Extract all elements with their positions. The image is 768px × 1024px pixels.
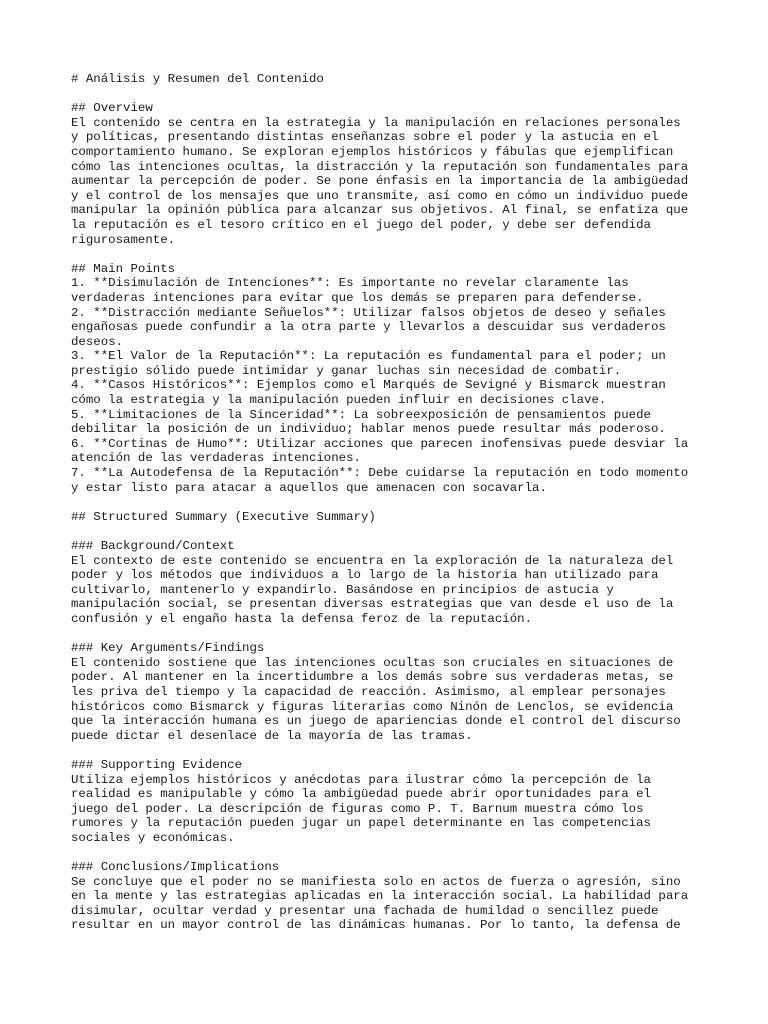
text-line: debilitar la posición de un individuo; hablar menos puede resultar más poderoso. bbox=[71, 422, 666, 437]
text-line: confusión y el engaño hasta la defensa feroz de la reputación. bbox=[71, 611, 533, 626]
overview-heading: ## Overview bbox=[71, 101, 153, 116]
text-line: y políticas, presentando distintas enseñanzas sobre el poder y la astucia en el bbox=[71, 130, 659, 145]
text-line: cómo la estrategia y la manipulación pueden influir en decisiones clave. bbox=[71, 393, 607, 408]
text-line: Se concluye que el poder no se manifiesta solo en actos de fuerza o agresión, sino bbox=[71, 874, 681, 889]
document-page bbox=[71, 72, 711, 933]
background-heading: ### Background/Context bbox=[71, 539, 235, 553]
text-line: 1. **Disimulación de Intenciones**: Es importante no revelar claramente las bbox=[71, 276, 629, 291]
text-line: poder y los métodos que individuos a lo largo de la historia han utilizado para bbox=[71, 568, 659, 583]
main-points-heading: ## Main Points bbox=[71, 261, 176, 276]
text-line: les priva del tiempo y la capacidad de reacción. Asimismo, al emplear personajes bbox=[71, 684, 666, 699]
text-line: en la mente y las estrategias aplicadas en la interacción social. La habilidad para bbox=[71, 889, 689, 904]
text-line: 2. **Distracción mediante Señuelos**: Utilizar falsos objetos de deseo y señales bbox=[71, 305, 666, 320]
blank-line bbox=[71, 495, 711, 510]
text-line: manipulación social, se presentan diversas estrategias que van desde el uso de la bbox=[71, 597, 674, 612]
text-line: disimular, ocultar verdad y presentar una fachada de humildad o sencillez puede bbox=[71, 903, 659, 918]
text-line: cómo las intenciones ocultas, la distracción y la reputación son fundamentales para bbox=[71, 159, 689, 174]
text-line: 3. **El Valor de la Reputación**: La reputación es fundamental para el poder; un bbox=[71, 349, 666, 364]
text-line: puede dictar el desenlace de la mayoría de las tramas. bbox=[71, 728, 473, 743]
text-line: El contexto de este contenido se encuentra en la exploración de la naturaleza del bbox=[71, 553, 674, 568]
text-line: engañosas puede confundir a la otra parte y llevarlos a descuidar sus verdaderos bbox=[71, 320, 666, 335]
text-line: resultar en un mayor control de las dinámicas humanas. Por lo tanto, la defensa de bbox=[71, 918, 681, 933]
text-line: atención de las verdaderas intenciones. bbox=[71, 451, 361, 466]
text-line: manipular la opinión pública para alcanzar sus objetivos. Al final, se enfatiza que bbox=[71, 203, 689, 218]
text-line: que la interacción humana es un juego de apariencias donde el control del discurso bbox=[71, 714, 681, 729]
conclusions-paragraph bbox=[71, 875, 711, 933]
text-line: prestigio sólido puede intimidar y ganar luchas sin necesidad de combatir. bbox=[71, 363, 622, 378]
text-line: la reputación es el tesoro crítico en el juego del poder, y debe ser defendida bbox=[71, 217, 651, 232]
text-line: poder. Al mantener en la incertidumbre a los demás sobre sus verdaderas metas, se bbox=[71, 670, 674, 685]
text-line: verdaderas intenciones para evitar que los demás se preparen para defenderse. bbox=[71, 290, 644, 305]
main-points-list bbox=[71, 276, 711, 495]
key-arguments-paragraph bbox=[71, 656, 711, 744]
text-line: realidad es manipulable y cómo la ambigüedad puede abrir oportunidades para el bbox=[71, 787, 651, 802]
text-line: 5. **Limitaciones de la Sinceridad**: La sobreexposición de pensamientos puede bbox=[71, 407, 651, 422]
text-line: 7. **La Autodefensa de la Reputación**: Debe cuidarse la reputación en todo momento bbox=[71, 466, 689, 481]
text-line: rumores y la reputación pueden jugar un papel determinante en las competencias bbox=[71, 816, 651, 831]
text-line: 6. **Cortinas de Humo**: Utilizar acciones que parecen inofensivas puede desviar la bbox=[71, 436, 689, 451]
text-line: y el control de los mensajes que uno transmite, así como en cómo un individuo puede bbox=[71, 188, 689, 203]
blank-line bbox=[71, 87, 711, 102]
blank-line bbox=[71, 627, 711, 642]
key-arguments-heading: ### Key Arguments/Findings bbox=[71, 641, 265, 656]
blank-line bbox=[71, 743, 711, 758]
text-line: comportamiento humano. Se exploran ejemplos históricos y fábulas que ejemplifican bbox=[71, 144, 674, 159]
conclusions-heading: ### Conclusions/Implications bbox=[71, 860, 280, 875]
text-line: y estar listo para atacar a aquellos que amenacen con socavarla. bbox=[71, 480, 547, 495]
text-line: rigurosamente. bbox=[71, 232, 176, 247]
blank-line bbox=[71, 247, 711, 262]
text-line: sociales y económicas. bbox=[71, 830, 235, 845]
text-line: El contenido sostiene que las intenciones ocultas son cruciales en situaciones de bbox=[71, 655, 674, 670]
document-title: # Análisis y Resumen del Contenido bbox=[71, 72, 324, 86]
blank-line bbox=[71, 524, 711, 539]
text-line: 4. **Casos Históricos**: Ejemplos como el Marqués de Sevigné y Bismarck muestran bbox=[71, 378, 666, 393]
supporting-evidence-paragraph bbox=[71, 773, 711, 846]
text-line: históricos como Bismarck y figuras literarias como Ninón de Lenclos, se evidencia bbox=[71, 699, 674, 714]
text-line: deseos. bbox=[71, 334, 124, 349]
blank-line bbox=[71, 845, 711, 860]
text-line: juego del poder. La descripción de figuras como P. T. Barnum muestra cómo los bbox=[71, 801, 644, 816]
overview-paragraph bbox=[71, 116, 711, 247]
text-line: El contenido se centra en la estrategia y la manipulación en relaciones personales bbox=[71, 115, 681, 130]
text-line: Utiliza ejemplos históricos y anécdotas para ilustrar cómo la percepción de la bbox=[71, 772, 651, 787]
background-paragraph bbox=[71, 554, 711, 627]
structured-summary-heading: ## Structured Summary (Executive Summary) bbox=[71, 509, 376, 524]
text-line: cultivarlo, mantenerlo y expandirlo. Basándose en principios de astucia y bbox=[71, 582, 614, 597]
supporting-evidence-heading: ### Supporting Evidence bbox=[71, 757, 243, 772]
text-line: aumentar la percepción de poder. Se pone énfasis en la importancia de la ambigüedad bbox=[71, 174, 689, 189]
